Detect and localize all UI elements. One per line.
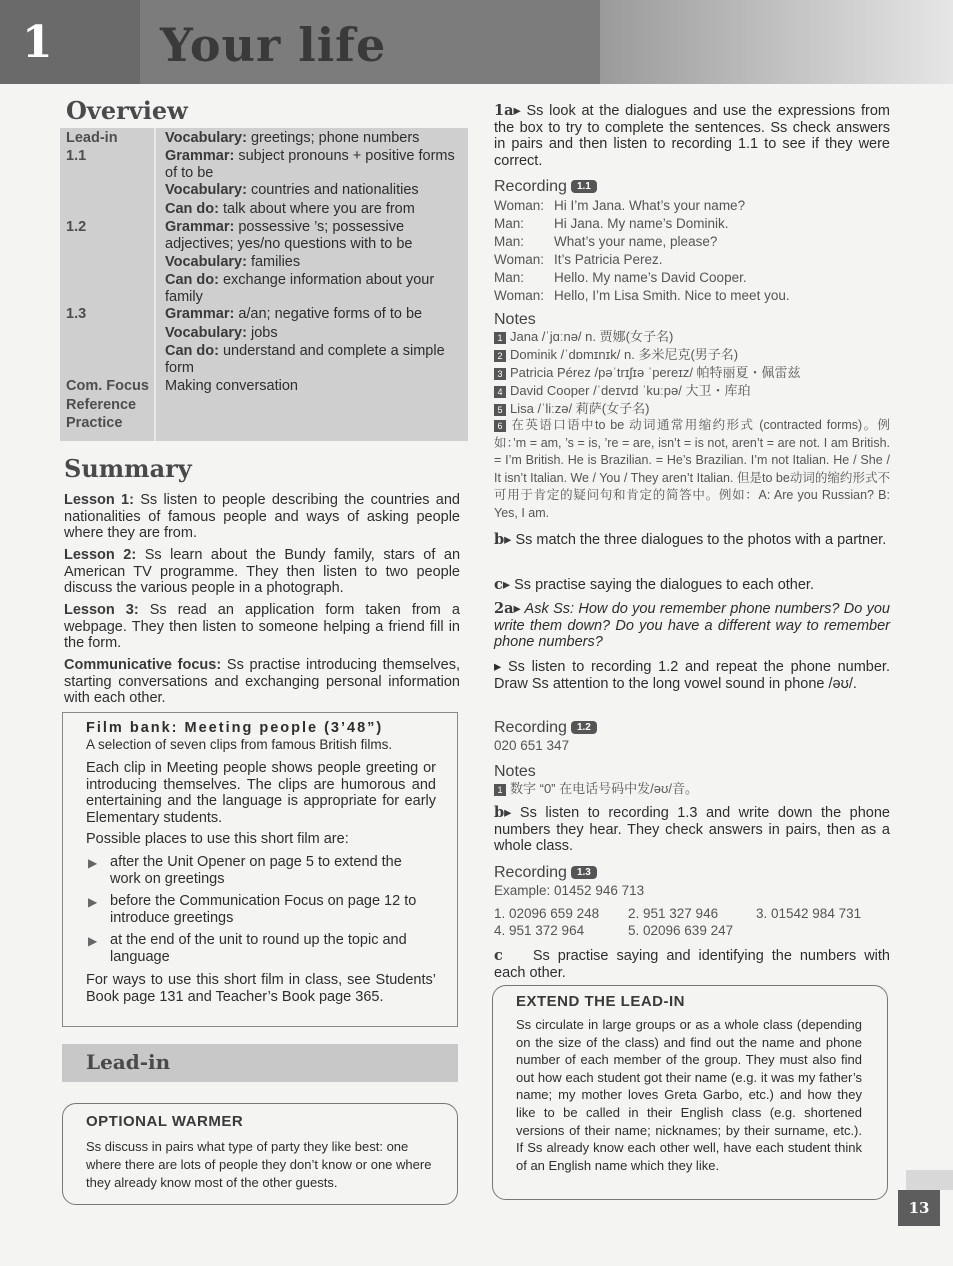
film-bank-subtitle: A selection of seven clips from famous British films. [86,737,393,752]
film-bank-bullet: before the Communication Focus on page 12 to introduce greetings [110,893,417,926]
note-item: 2 Dominik /ˈdɒmɪnɪk/ n. 多米尼克(男子名) [494,346,738,364]
overview-label: 1.2 [66,219,87,235]
optional-warmer-title: OPTIONAL WARMER [86,1113,244,1130]
note-item: 1 数字 “0” 在电话号码中发/əʊ/音。 [494,780,698,798]
optional-warmer-text: Ss discuss in pairs what type of party they like best: one where there are lots of people they don’t know or one where they already know most of the other guests. [86,1139,432,1190]
dialogue-line: Hello, I’m Lisa Smith. Nice to meet you. [554,288,790,303]
unit-header-band [0,0,953,84]
bullet-arrow-icon: ▶ [88,934,98,948]
dialogue-speaker: Woman: [494,252,545,267]
recording-1-2-number: 020 651 347 [494,738,570,753]
dialogue-line: Hi Jana. My name’s Dominik. [554,216,729,231]
phone-number: 4. 951 372 964 [494,923,585,938]
film-bank-title: Film bank: Meeting people (3’48”) [86,720,384,736]
dialogue-speaker: Woman: [494,288,545,303]
extend-lead-in-text: Ss circulate in large groups or as a whole class (depending on the size of the class) and find out the name and phone number of each member of the group. They must also find out how each student got their name (e.g. it was my father’s name; my mother loves Greta Garbo, etc.) and how they like to be called in their English class (e.g. shortened versions of their name; nicknames; by their surname, etc.). If Ss already know each other well, have each student think of an English name which they like. [516,1017,862,1173]
dialogue-speaker: Man: [494,216,525,231]
lead-in-title: Lead-in [86,1050,171,1074]
phone-number: 2. 951 327 946 [628,906,719,921]
page-number: 13 [898,1190,940,1226]
step-1c: c▸ Ss practise saying the dialogues to each other. [494,576,814,593]
extend-lead-in-title: EXTEND THE LEAD-IN [516,993,686,1010]
overview-label: 1.1 [66,148,87,164]
overview-item: Vocabulary: jobs [165,325,278,341]
note-item: 6 在英语口语中to be 动词通常用缩约形式 (contracted forms)。例如：’m = am, ’s = is, ’re = are, isn’t = is not, aren’t = are not. I am British. = I’m British. He is Brazilian. = He’s Brazilian. I’m not Italian. He / She / It isn’t Italian. We / You / They aren’t Italian. 但是to be动词的缩约形式不可用于肯定的疑问句和肯定的简答中。例如：A: Are you Russian? B: Yes, I am. [494,418,890,520]
overview-item: Vocabulary: families [165,254,301,270]
unit-title: Your life [160,18,387,72]
recording-1-2: Recording 1.2 [494,719,597,737]
side-tab [906,1170,953,1190]
overview-item: Grammar: a/an; negative forms of to be [165,306,423,322]
unit-number: 1 [0,0,140,84]
note-item: 3 Patricia Pérez /pəˈtrɪʃɪə ˈpereɪz/ 帕特丽夏・佩雷兹 [494,364,801,382]
dialogue-line: What’s your name, please? [554,234,718,249]
notes-title: Notes [494,763,536,780]
summary-lesson: Lesson 1: Ss listen to people describing the countries and nationalities of famous people and ways of asking people where they are from. [64,492,460,541]
dialogue-line: It’s Patricia Perez. [554,252,663,267]
recording-1-1: Recording 1.1 [494,178,597,196]
dialogue-speaker: Man: [494,270,525,285]
step-2a-continued: ▸ Ss listen to recording 1.2 and repeat the phone number. Draw Ss attention to the long vowel sound in phone /əʊ/. [494,659,890,692]
overview-item: Vocabulary: greetings; phone numbers [165,130,420,146]
overview-label: Reference [66,397,137,413]
dialogue-line: Hi I’m Jana. What’s your name? [554,198,746,213]
dialogue-speaker: Woman: [494,198,545,213]
film-bank-outro: For ways to use this short film in class, see Students’ Book page 131 and Teacher’s Book page 365. [86,972,436,1005]
overview-label: Practice [66,415,123,431]
bullet-arrow-icon: ▶ [88,895,98,909]
step-1b: b▸ Ss match the three dialogues to the photos with a partner. [494,531,887,548]
overview-item: Can do: understand and complete a simple form [165,343,445,376]
summary-lesson: Communicative focus: Ss practise introducing themselves, starting conversations and exchanging personal information with each other. [64,657,461,706]
step-2b: b▸ Ss listen to recording 1.3 and write down the phone numbers they hear. They check answers in pairs, then as a whole class. [494,804,890,854]
step-2a: 2a▸ Ask Ss: How do you remember phone numbers? Do you write them down? Do you have a different way to remember phone numbers? [494,600,890,650]
recording-1-3-example: Example: 01452 946 713 [494,883,645,898]
film-bank-intro: Each clip in Meeting people shows people greeting or introducing themselves. The clips are humorous and entertaining and the language is appropriate for early Elementary students. [86,760,436,826]
phone-number: 3. 01542 984 731 [756,906,862,921]
overview-label: 1.3 [66,306,87,322]
overview-item: Grammar: possessive ’s; possessive adjectives; yes/no questions with to be [165,219,413,252]
recording-1-3: Recording 1.3 [494,864,597,882]
note-item: 4 David Cooper /ˈdeɪvɪd ˈkuːpə/ 大卫・库珀 [494,382,750,400]
summary-title: Summary [64,454,192,483]
notes-title: Notes [494,311,536,328]
phone-number: 5. 02096 639 247 [628,923,734,938]
overview-item: Can do: talk about where you are from [165,201,415,217]
bullet-arrow-icon: ▶ [88,856,98,870]
phone-number: 1. 02096 659 248 [494,906,600,921]
film-bank-bullet: at the end of the unit to round up the topic and language [110,932,407,965]
summary-lesson: Lesson 3: Ss read an application form taken from a webpage. They then listen to someone helping a friend fill in the form. [64,602,460,651]
overview-title: Overview [66,96,188,125]
overview-item: Can do: exchange information about your family [165,272,435,305]
overview-item: Making conversation [165,378,298,394]
step-1a: 1a▸ Ss look at the dialogues and use the expressions from the box to try to complete the sentences. Ss check answers in pairs and then listen to recording 1.1 to see if they were correct. [494,102,890,169]
note-item: 1 Jana /ˈjɑːnə/ n. 贾娜(女子名) [494,328,673,346]
overview-item: Grammar: subject pronouns + positive forms of to be [165,148,455,181]
dialogue-speaker: Man: [494,234,525,249]
step-2c: c Ss practise saying and identifying the numbers with each other. [494,947,890,981]
dialogue-line: Hello. My name’s David Cooper. [554,270,747,285]
overview-divider [154,128,156,441]
film-bank-places-label: Possible places to use this short film are: [86,831,349,847]
note-item: 5 Lisa /ˈliːzə/ 莉萨(女子名) [494,400,649,418]
summary-lesson: Lesson 2: Ss learn about the Bundy family, stars of an American TV programme. They then listen to two people discuss the various people in a photograph. [64,547,461,596]
overview-label: Lead-in [66,130,118,146]
overview-label: Com. Focus [66,378,149,394]
film-bank-bullet: after the Unit Opener on page 5 to extend the work on greetings [110,854,402,887]
overview-item: Vocabulary: countries and nationalities [165,182,419,198]
